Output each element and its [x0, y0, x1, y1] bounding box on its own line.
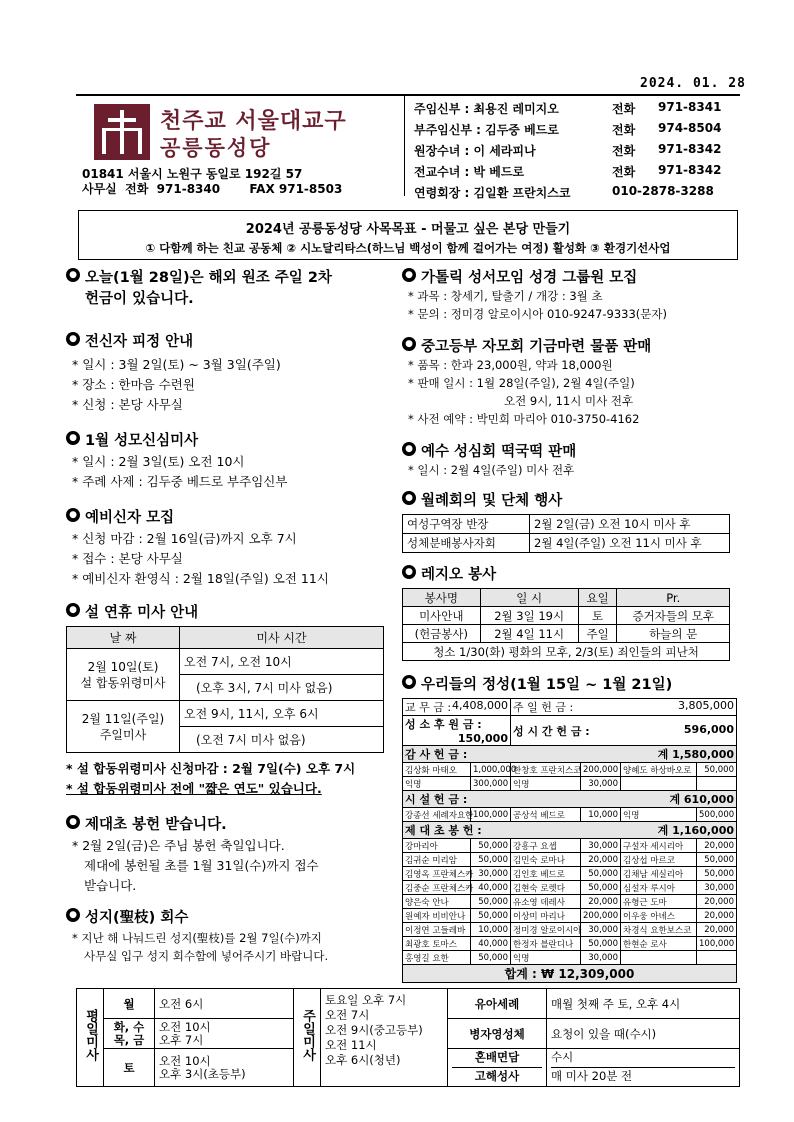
- bullet-icon: ●: [66, 815, 80, 829]
- section-title: 1월 성모신심미사: [85, 433, 199, 449]
- church-address: [82, 167, 342, 197]
- header-vertical-divider: [404, 96, 405, 196]
- staff-phone: 010-2878-3288: [612, 184, 714, 198]
- weekday-name: 토: [104, 1049, 155, 1087]
- legio-day: 토: [578, 607, 617, 625]
- notice-overseas-aid: [66, 266, 396, 308]
- donor-name: 강종선 세례자요한: [403, 808, 471, 822]
- bullet-icon: ●: [402, 442, 416, 456]
- donor-name: 양혜도 하상바오로: [621, 763, 697, 777]
- lunar-mass-time: 오전 7시, 오전 10시: [180, 649, 384, 675]
- section-title: 성지(聖枝) 회수: [85, 910, 189, 926]
- mass-schedule-table: [76, 988, 740, 1087]
- fund-items: * 품목 : 한과 23,000원, 약과 18,000원: [408, 358, 613, 372]
- sacrament-name: 혼배면담: [474, 1050, 520, 1064]
- weekday-name: 월: [104, 989, 155, 1019]
- catechumen-reception: * 접수 : 본당 사무실: [72, 551, 183, 566]
- catechumen-welcome: * 예비신자 환영식 : 2월 18일(주일) 오전 11시: [72, 571, 329, 586]
- table-header: Pr.: [617, 589, 730, 607]
- staff-row: [414, 142, 721, 163]
- address-line: 01841 서울시 노원구 동일로 192길 57: [82, 167, 303, 181]
- table-header: 일 시: [480, 589, 578, 607]
- staff-list: [414, 100, 721, 205]
- table-header: 봉사명: [403, 589, 481, 607]
- offering-label: 성 소 후 원 금 :: [405, 718, 482, 731]
- right-column: [402, 266, 742, 983]
- offering-label: 주 일 헌 금 :: [513, 701, 574, 714]
- staff-row: [414, 100, 721, 121]
- section-title: 레지오 봉사: [421, 567, 497, 583]
- donor-name: 한창호 프란치스코: [511, 763, 581, 777]
- lunar-mass-note: (오전 7시 미사 없음): [180, 727, 384, 753]
- lunar-date: 2월 10일(토): [87, 659, 159, 674]
- sacrament-name: 고해성사: [452, 1067, 542, 1086]
- section-title: 예비신자 모집: [85, 510, 175, 526]
- staff-phone-label: 전화: [612, 144, 636, 158]
- donor-name: 익명: [621, 808, 697, 822]
- donor-amount: 200,000: [581, 763, 621, 777]
- staff-phone: 971-8341: [658, 100, 722, 114]
- catechumen-deadline: * 신청 마감 : 2월 16일(금)까지 오후 7시: [72, 531, 297, 546]
- staff-name: 연령회장 : 김일환 프란치스코: [414, 186, 571, 200]
- staff-phone: 971-8342: [658, 163, 722, 177]
- candle-text: 제대에 봉헌될 초를 1월 31일(수)까지 접수: [84, 858, 319, 873]
- section-catechumen: [66, 506, 396, 527]
- weekday-time: 오전 10시 오후 3시(초등부): [155, 1049, 294, 1087]
- sacrament-time: 매 미사 20분 전: [551, 1067, 735, 1086]
- staff-name: 주임신부 : 최용진 레미지오: [414, 102, 559, 116]
- section-title: 월례회의 및 단체 행사: [421, 493, 563, 509]
- offering-amount: 596,000: [683, 722, 734, 736]
- fund-reserve: * 사전 예약 : 박민희 마리아 010-3750-4162: [408, 412, 640, 426]
- weekday-name: 화, 수 목, 금: [104, 1019, 155, 1049]
- palm-text: * 지난 해 나눠드린 성지(聖枝)를 2월 7일(수)까지: [72, 931, 322, 945]
- lunar-mass-time: 오전 9시, 11시, 오후 6시: [180, 701, 384, 727]
- section-title: 전신자 피정 안내: [85, 334, 194, 350]
- donor-amount: 100,000: [471, 808, 511, 822]
- bullet-icon: ●: [402, 491, 416, 505]
- mass-celebrant: * 주례 사제 : 김두중 베드로 부주임신부: [72, 474, 288, 489]
- staff-phone-label: 전화: [612, 102, 636, 116]
- section-legio: [402, 563, 742, 584]
- section-palm-return: [66, 906, 396, 927]
- staff-name: 부주임신부 : 김두중 베드로: [414, 123, 559, 137]
- staff-phone-label: 전화: [612, 165, 636, 179]
- staff-name: 전교수녀 : 박 베드로: [414, 165, 525, 179]
- section-title: 우리들의 정성(1월 15일 ~ 1월 21일): [421, 677, 673, 693]
- section-title: 예수 성심회 떡국떡 판매: [421, 444, 577, 460]
- retreat-date: * 일시 : 3월 2일(토) ~ 3월 3일(주일): [72, 357, 281, 372]
- legio-role: (헌금봉사): [403, 625, 481, 643]
- bullet-icon: ●: [402, 565, 416, 579]
- sacrament-time: 요청이 있을 때(수시): [547, 1019, 740, 1049]
- bullet-icon: ●: [66, 268, 80, 282]
- section-title: 설 연휴 미사 안내: [85, 605, 199, 621]
- section-ricecake: [402, 440, 742, 461]
- section-title: 중고등부 자모회 기금마련 물품 판매: [421, 339, 652, 355]
- bulletin-date: 2024. 01. 28: [640, 76, 746, 91]
- left-column: [66, 266, 396, 965]
- section-bible-group: [402, 266, 742, 287]
- staff-row: [414, 163, 721, 184]
- church-logo: [94, 104, 150, 160]
- pastoral-goal-box: [78, 210, 738, 260]
- offering-label: 교 무 금 :: [405, 701, 452, 714]
- lunar-note-deadline: * 설 합동위령미사 신청마감 : 2월 7일(수) 오후 7시: [66, 761, 356, 776]
- bullet-icon: ●: [66, 508, 80, 522]
- legio-praesidium: 하늘의 문: [617, 625, 730, 643]
- table-header: 요일: [578, 589, 617, 607]
- donor-name: 익명: [511, 777, 581, 791]
- donor-amount: 1,000,000: [471, 763, 511, 777]
- staff-row: [414, 121, 721, 142]
- donor-amount: 10,000: [581, 808, 621, 822]
- staff-row: [414, 184, 721, 205]
- meeting-group: 성체분배봉사자회: [403, 534, 530, 553]
- weekday-mass-label: 평일미사: [77, 989, 104, 1087]
- legio-day: 주일: [578, 625, 617, 643]
- meeting-group: 여성구역장 반장: [403, 515, 530, 534]
- offering-total: 계 1,160,000: [657, 824, 734, 837]
- offering-amount: 4,408,000: [452, 699, 508, 712]
- legio-role: 미사안내: [403, 607, 481, 625]
- donor-amount: 300,000: [471, 777, 511, 791]
- sacrament-stack: [448, 1049, 547, 1087]
- donor-name: 익명: [403, 777, 471, 791]
- offering-total: 계 610,000: [669, 793, 734, 806]
- office-contact: 사무실 전화 971-8340 FAX 971-8503: [82, 182, 343, 196]
- ricecake-date: * 일시 : 2월 4일(주일) 미사 전후: [408, 463, 575, 477]
- retreat-place: * 장소 : 한마음 수련원: [72, 377, 195, 392]
- pastoral-goal-title: 2024년 공릉동성당 사목목표 - 머물고 싶은 본당 만들기: [245, 222, 571, 237]
- sacrament-name: 병자영성체: [448, 1019, 547, 1049]
- offering-amount: 150,000: [457, 732, 508, 745]
- weekday-time: 오전 10시 오후 7시: [155, 1019, 294, 1049]
- retreat-apply: * 신청 : 본당 사무실: [72, 397, 183, 412]
- donor-name: 김상화 마태오: [403, 763, 471, 777]
- lunar-note-prayer: * 설 합동위령미사 전에 "쨟은 연도" 있습니다.: [66, 781, 322, 796]
- section-marian-mass: [66, 429, 396, 450]
- offering-total: 계 1,580,000: [657, 748, 734, 761]
- bullet-icon: ●: [402, 268, 416, 282]
- candle-text: 받습니다.: [84, 878, 137, 893]
- donor-amount: 50,000: [697, 763, 737, 777]
- section-title-cont: 헌금이 있습니다.: [85, 291, 194, 307]
- offering-label: 감 사 헌 금 :: [405, 748, 468, 761]
- table-header: 날 짜: [67, 627, 180, 649]
- header-divider: [76, 94, 740, 96]
- section-lunar-new-year: [66, 601, 396, 622]
- legio-date: 2월 3일 19시: [480, 607, 578, 625]
- candle-text: * 2월 2일(금)은 주님 봉헌 축일입니다.: [72, 838, 285, 853]
- weekday-time: 오전 6시: [155, 989, 294, 1019]
- sacrament-time: 매월 첫째 주 토, 오후 4시: [547, 989, 740, 1019]
- bullet-icon: ●: [66, 603, 80, 617]
- meeting-time: 2월 2일(금) 오전 10시 미사 후: [530, 515, 730, 534]
- fund-dates: * 판매 일시 : 1월 28일(주일), 2월 4일(주일): [408, 376, 635, 390]
- sunday-times: 토요일 오후 7시 오전 7시 오전 9시(중고등부) 오전 11시 오후 6시(청년): [321, 989, 448, 1087]
- staff-name: 원장수녀 : 이 세라피나: [414, 144, 536, 158]
- diocese-name: 천주교 서울대교구: [160, 109, 347, 134]
- staff-phone: 971-8342: [658, 142, 722, 156]
- lunar-mass-table: [66, 626, 384, 753]
- palm-text: 사무실 입구 성지 회수함에 넣어주시기 바랍니다.: [84, 949, 329, 963]
- section-offerings: [402, 673, 742, 694]
- lunar-date: 2월 11일(주일): [81, 711, 165, 726]
- bullet-icon: ●: [402, 675, 416, 689]
- bullet-icon: ●: [66, 431, 80, 445]
- section-title: 제대초 봉헌 받습니다.: [85, 817, 227, 833]
- bullet-icon: ●: [66, 908, 80, 922]
- offering-amount: 3,805,000: [678, 699, 734, 712]
- sacrament-time: 수시: [551, 1050, 574, 1064]
- offering-grand-total: 합계 : ₩ 12,309,000: [403, 965, 737, 983]
- table-header: 미사 시간: [180, 627, 384, 649]
- church-name: 공릉동성당: [160, 136, 272, 160]
- offerings-table: 교 무 금 : 4,408,000 주 일 헌 금 : 3,805,000 성 소 후 원 금 : 150,000 성 시 간 헌 금 : 596,000 감 사 헌 금 : 계 1,580,000 김상화 마태오 1,000,000 한창호 프란치스코 200,000 양혜도 하상바오로 50,000 익명 300,000 익명 30,000 시 설 헌 금 : 계 610,000 강종선 세례자요한 100,000 공상석 베드로 10,000 익명 500,000 제 대 초 봉 헌 : 계 1,160,000 강마리아 50,000 강흥구 요셉 30,000 구설자 세시리아 20,000 김귀순 미리암 50,000 김민숙 로마나 20,000 김상섭 마르코 50,000 김영옥 프란체스카 30,000 김인호 베드로 50,000 김채남 세실리아 50,000 김중순 프란체스카 40,000 김현숙 로렛다 50,000 심설자 루시아 30,000 양은숙 안나 50,000 유소영 데레사 20,000 유형근 도마 20,000 원예자 비비안나 50,000 이상미 마리나 200,000 이우웅 아녜스 20,000 이정연 고들레바 10,000 정미경 알로이시아 30,000 차경식 요한보스코 20,000 최광호 토마스 40,000 한정자 블란디나 50,000 한현순 로사 100,000 홍영길 요한 50,000 익명 30,000 합계 : ₩ 12,309,000: [402, 698, 737, 983]
- staff-phone-label: 전화: [612, 123, 636, 137]
- pastoral-goal-items: ① 다함께 하는 친교 공동체 ② 시노달리타스(하느님 백성이 함께 걸어가는 여정) 활성화 ③ 환경기선사업: [145, 241, 671, 255]
- legio-praesidium: 증거자들의 모후: [617, 607, 730, 625]
- section-title: 오늘(1월 28일)은 해외 원조 주일 2차: [85, 270, 332, 286]
- section-meetings: [402, 489, 742, 510]
- offering-label: 제 대 초 봉 헌 :: [405, 824, 482, 837]
- section-altar-candle: [66, 813, 396, 834]
- lunar-date-sub: 주일미사: [99, 727, 147, 742]
- staff-phone: 974-8504: [658, 121, 722, 135]
- bible-course: * 과목 : 창세기, 탈출기 / 개강 : 3월 초: [408, 289, 603, 303]
- offering-label: 시 설 헌 금 :: [405, 793, 468, 806]
- section-fundraising: [402, 335, 742, 356]
- sacrament-stack-times: [547, 1049, 740, 1087]
- offering-label: 성 시 간 헌 금 :: [513, 724, 590, 738]
- fund-times: 오전 9시, 11시 미사 전후: [504, 394, 634, 408]
- donor-name: 공상석 베드로: [511, 808, 581, 822]
- bible-contact: * 문의 : 정미경 알로이시아 010-9247-9333(문자): [408, 307, 667, 321]
- lunar-date-sub: 설 합동위령미사: [80, 675, 166, 690]
- meeting-time: 2월 4일(주일) 오전 11시 미사 후: [530, 534, 730, 553]
- legio-date: 2월 4일 11시: [480, 625, 578, 643]
- section-retreat: [66, 330, 396, 351]
- sunday-mass-label: 주일미사: [294, 989, 321, 1087]
- lunar-mass-note: (오후 3시, 7시 미사 없음): [180, 675, 384, 701]
- legio-table: [402, 588, 730, 661]
- meetings-table: [402, 514, 730, 553]
- legio-cleaning-note: 청소 1/30(화) 평화의 모후, 2/3(토) 죄인들의 피난처: [403, 643, 730, 661]
- mass-date: * 일시 : 2월 3일(토) 오전 10시: [72, 454, 245, 469]
- section-title: 가톨릭 성서모임 성경 그룹원 모집: [421, 270, 638, 286]
- sacrament-name: 유아세례: [448, 989, 547, 1019]
- donor-amount: 500,000: [697, 808, 737, 822]
- donor-amount: 30,000: [581, 777, 621, 791]
- bullet-icon: ●: [402, 337, 416, 351]
- bullet-icon: ●: [66, 332, 80, 346]
